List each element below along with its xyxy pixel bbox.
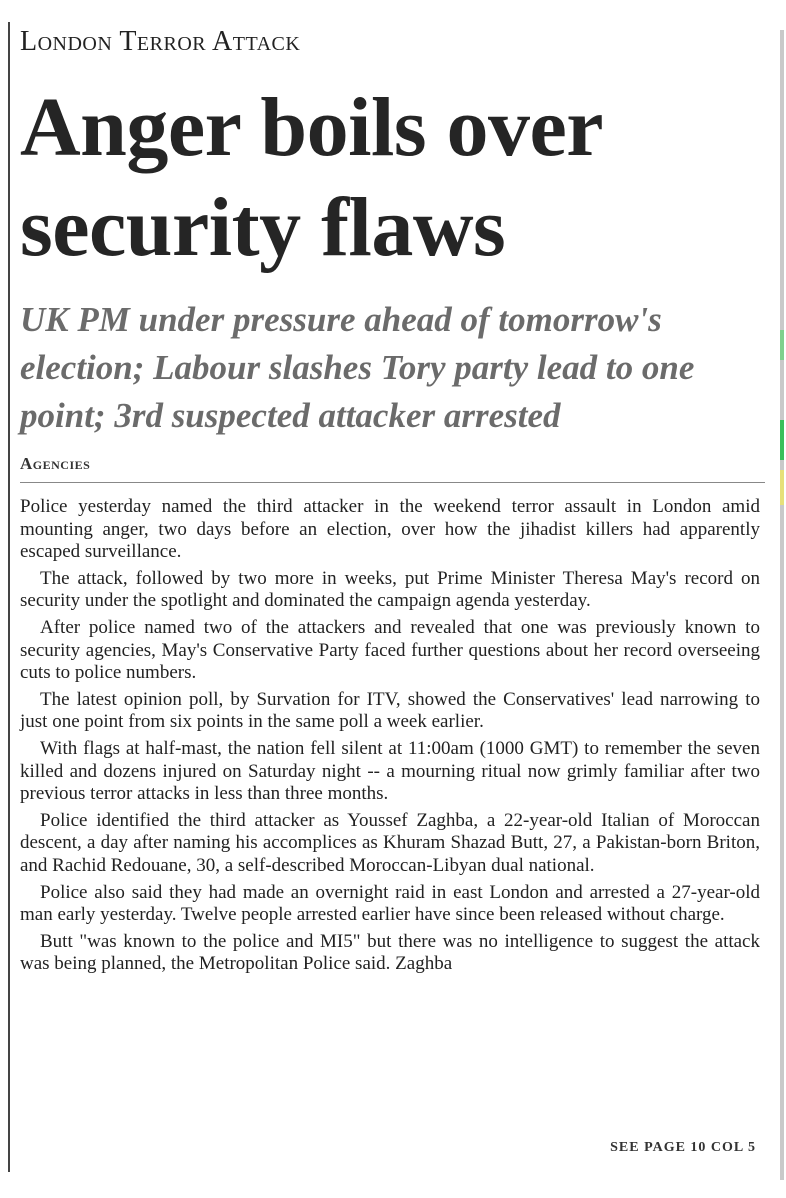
paragraph: The attack, followed by two more in weeks, put Prime Minister Theresa May's record on security under the spotlight and dominated the campaign agenda yesterday. <box>20 567 760 612</box>
paragraph: Police identified the third attacker as Youssef Zaghba, a 22-year-old Italian of Moroccan descent, a day after naming his accomplices as Khuram Shazad Butt, 27, a Pakistan-born Briton, and Rachid Redouane, 30, a self-described Moroccan-Libyan dual national. <box>20 809 760 876</box>
column-rule-left <box>8 22 10 1172</box>
edge-mark <box>780 470 784 505</box>
byline-divider <box>20 482 765 483</box>
paragraph: Police also said they had made an overnight raid in east London and arrested a 27-year-old man early yesterday. Twelve people arrested earlier have since been released without charge. <box>20 881 760 926</box>
byline: Agencies <box>20 454 91 473</box>
paragraph: After police named two of the attackers and revealed that one was previously known to security agencies, May's Conservative Party faced further questions about her record overseeing cuts to police numbers. <box>20 616 760 684</box>
headline: Anger boils over security flaws <box>20 81 602 274</box>
continuation-jump-line: SEE PAGE 10 COL 5 <box>610 1140 756 1155</box>
edge-mark <box>780 420 784 460</box>
paragraph: Butt "was known to the police and MI5" but there was no intelligence to suggest the attack was being planned, the Metropolitan Police said. Zaghba <box>20 930 760 975</box>
subheadline-deck: UK PM under pressure ahead of tomorrow's election; Labour slashes Tory party lead to one point; 3rd suspected attacker arrested <box>20 300 695 435</box>
edge-mark <box>780 330 784 360</box>
paragraph: The latest opinion poll, by Survation for ITV, showed the Conservatives' lead narrowing to just one point from six points in the same poll a week earlier. <box>20 688 760 733</box>
paragraph: Police yesterday named the third attacker in the weekend terror assault in London amid mounting anger, two days before an election, over how the jihadist killers had apparently escaped surveillance. <box>20 496 760 563</box>
section-kicker: London Terror Attack <box>20 26 301 57</box>
article-body <box>20 496 760 980</box>
paragraph: With flags at half-mast, the nation fell silent at 11:00am (1000 GMT) to remember the seven killed and dozens injured on Saturday night -- a mourning ritual now grimly familiar after two previous terror attacks in less than three months. <box>20 737 760 805</box>
page-edge-right <box>780 30 784 1180</box>
